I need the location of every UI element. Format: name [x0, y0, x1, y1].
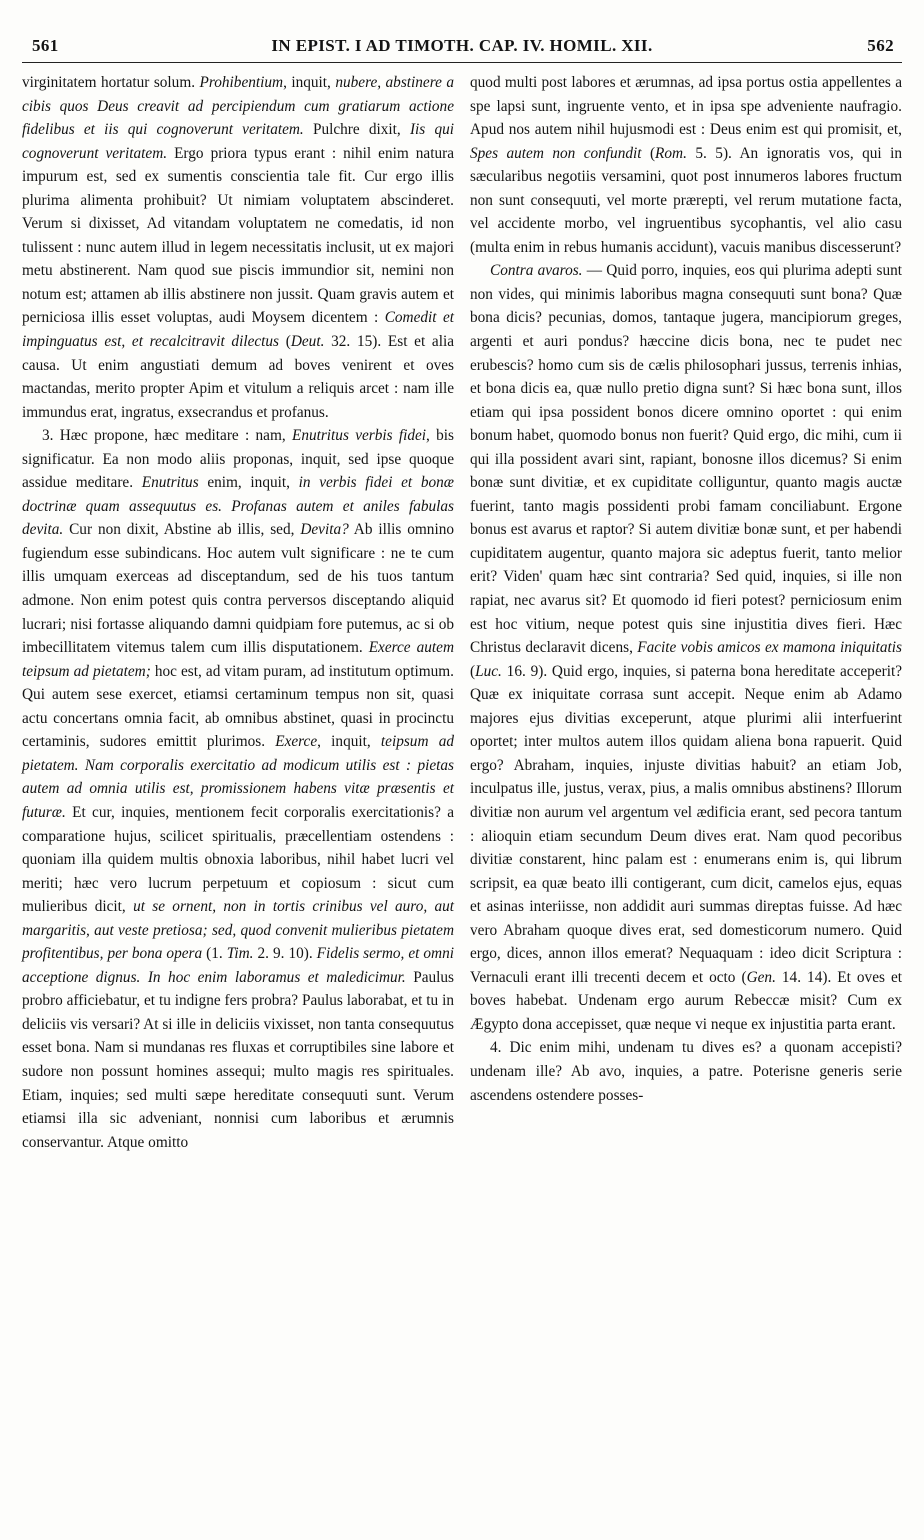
text-span: enim, inquit,	[198, 474, 299, 492]
left-column	[22, 71, 454, 1154]
italic-text: Enutritus	[141, 474, 199, 492]
italic-text: ut se ornent, non in tortis crinibus vel auro, aut margaritis, aut veste pretiosa; sed, quod convenit mulieribus pietatem profitentibus, per bona opera	[22, 898, 455, 963]
text-span: virginitatem hortatur solum.	[22, 74, 200, 91]
italic-text: Contra avaros.	[490, 262, 583, 280]
text-span: Ergo priora typus erant : nihil enim natura impurum est, sed ex sumentis conscientia tale fit. Cur ergo illis plurima alimenta prohibuit? Ut nimiam voluptatem abscinderet. Verum si dixisset, Ad vitandam voluptatem ne comedatis, id non tulissent : nunc autem illud in legem necessitatis inclusit, ut ex majori metu abstinerent. Nam quod sue piscis immundior sit, nemini non notum est; attamen ab illis abstinere non jussit. Quam gravis autem et perniciosa illis esset voluptas, audi Moysem dicentem :	[22, 144, 454, 327]
italic-text: nubere, abstinere a cibis quos Deus creavit ad percipiendum cum gratiarum actione fidelibus et iis qui cognoverunt veritatem.	[22, 74, 455, 139]
page-number-right: 562	[867, 36, 894, 55]
text-span: hoc est, ad vitam puram, ad institutum optimum. Qui autem sese exercet, etiamsi certaminum tempus non sit, quasi actu concertans omnia facit, ab omnibus abstinet, quasi in procinctu certaminis, sudores emittit plurimos.	[22, 662, 454, 751]
text-span: (	[470, 662, 476, 680]
text-span: , bis significatur. Ea non modo aliis proponas, inquit, sed ipse quoque assidue meditare.	[22, 427, 454, 492]
page-number-left: 561	[32, 36, 59, 55]
italic-text: Comedit et impinguatus est, et recalcitravit dilectus	[22, 309, 454, 351]
running-header	[22, 36, 902, 63]
text-span: 16. 9). Quid ergo, inquies, si paterna bona hereditate acceperit? Quæ ex iniquitate corrasa sunt accepit. Neque enim ab Adamo majores ejus divitias exceperunt, atque plurimi alii interfuerint oportet; inter multos autem illos quidam aliena bona rapuerit. Quid ergo? Abraham, inquies, injuste divitias habuit? an etiam Job, inculpatus ille, justus, verax, pius, a malis omnibus abstinens? Illorum divitiæ non aurum vel argentum vel ædificia erant, sed pecora tantum : alioquin etiam secundum Deum dives erat. Nam quod pecoribus divitiæ constarent, hinc palam est : enumerans enim is, qui librum scripsit, ea quæ beato illi contigerant, cum dicit, camelos ejus, equas et asinas interiisse, non addidit auri summas direptas fuisse. Ad hæc vero Abraham quoque dives erat, sed domesticorum numero. Quid ergo, dices, annon illos emerat? Nequaquam : ideo dicit Scriptura : Vernaculi erant illi trecenti decem et octo (	[470, 662, 902, 986]
text-span: — Quid porro, inquies, eos qui plurima adepti sunt non vides, qui minimis laboribus magna consequuti sunt bona? Quæ bona dicis? pecunias, domos, tantaque jugera, mancipiorum greges, argenti et auri pondus? hæccine dicis bona, nec te pudet nec erubescis? homo cum sis de cælis philosophari jussus, terrenis inhias, et bona dicis ea, quæ nullo pretio digna sunt? Si hæc bona sunt, illos etiam qui ipsa possident bonos dicere omnino oportet : qui enim bonum habet, quomodo bonus non fuerit? Quid ergo, dic mihi, cum ii qui illa possident avari sint, rapiant, bonosne illos dicemus? Si enim bonæ sunt divitiæ, et ex cupiditate colliguntur, quanto magis auctæ fuerint, tanto magis possidenti probi famam conciliabunt. Ergone bonus est avarus et raptor? Si autem divitiæ bonæ sunt, et per habendi cupiditatem augentur, quanto majora sic adeptus fuerit, tanto melior erit? Viden' quam hæc sint contraria? Sed quid, inquies, si ille non rapiat, nec avarus sit? Et quomodo id fieri potest? perniciosum enim est hoc vitium, neque potest quis sine injustitia dives fieri. Hæc Christus declaravit dicens,	[470, 262, 902, 657]
paragraph	[22, 424, 454, 1154]
italic-text: in verbis fidei et bonæ doctrinæ quam assequutus es. Profanas autem et aniles fabulas devita.	[22, 474, 454, 539]
italic-text: Spes autem non confundit	[470, 144, 642, 162]
paragraph	[470, 71, 902, 259]
italic-text: Enutritus verbis fidei	[291, 427, 427, 445]
text-columns	[22, 71, 902, 1154]
text-span: (	[279, 333, 291, 351]
italic-text: Deut.	[290, 333, 325, 351]
text-span: Et cur, inquies, mentionem fecit corporalis exercitationis? a comparatione hujus, scilicet spiritualis, præcellentiam ostendens : quoniam illa quidem multis obnoxia laboribus, nihil habet lucri vel meriti; hæc vero lucrum perpetuum et copiosum : sicut cum mulieribus dicit,	[22, 803, 454, 916]
text-span: Pulchre dixit,	[303, 121, 410, 139]
text-span: Paulus probro afficiebatur, et tu indigne fers probra? Paulus laborabat, et tu in deliciis vis versari? At si ille in deliciis vixisset, non tanta consequutus esset bona. Nam si mundanas res fluxas et corruptibiles sine labore et sudore non possunt homines assequi; multo magis res spirituales. Etiam, inquies; sed multi sæpe hereditate consequuti sunt. Verum etiamsi illa sic adveniant, nonnisi cum laboribus et ærumnis conservantur. Atque omitto	[22, 968, 455, 1151]
text-span: 2. 9. 10).	[253, 945, 317, 963]
text-span: 4. Dic enim mihi, undenam tu dives es? a quonam accepisti? undenam ille? Ab avo, inquies, a patre. Poterisne generis serie ascendens ostendere posses-	[470, 1039, 902, 1104]
text-span: 32. 15). Est et alia causa. Ut enim angustiati demum ad boves venirent et oves mactandas, merito propter Apim et vitulum a reliquis arcet : nam ille immundus erat, ingratus, exsecrandus et profanus.	[22, 333, 455, 421]
text-span: (	[641, 144, 656, 162]
paragraph	[470, 259, 902, 1036]
text-span: , inquit,	[283, 74, 336, 91]
right-column	[470, 71, 902, 1154]
italic-text: teipsum ad pietatem. Nam corporalis exercitatio ad modicum utilis est : pietas autem ad omnia utilis est, promissionem habens vitæ præsentis et futuræ.	[22, 733, 454, 821]
italic-text: Devita?	[300, 521, 349, 539]
text-span: 3. Hæc propone, hæc meditare : nam,	[42, 427, 292, 445]
italic-text: Rom.	[655, 144, 687, 162]
text-span: 5. 5). An ignoratis vos, qui in sæcularibus negotiis versamini, quot post innumeros labores fructum non sunt consequuti, vel morte prærepti, vel rerum mutatione facta, vel accidente morbo, vel ingruentibus sycophantis, vel alio casu (multa enim in rebus humanis accidunt), vacuis manibus discesserunt?	[470, 144, 902, 256]
italic-text: Fidelis sermo, et omni acceptione dignus. In hoc enim laboramus et maledicimur.	[22, 945, 455, 986]
text-span: Cur non dixit, Abstine ab illis, sed,	[63, 521, 301, 539]
text-span: quod multi post labores et ærumnas, ad ipsa portus ostia appellentes a spe lapsi sunt, ingruente vento, et in ipsa spe adveniente naufragio. Apud nos autem nihil hujusmodi est : Deus enim est qui promisit, et,	[470, 74, 902, 139]
italic-text: Exerce autem teipsum ad pietatem;	[22, 639, 454, 680]
italic-text: Gen.	[746, 968, 776, 986]
italic-text: Luc.	[475, 662, 502, 680]
running-head-title: IN EPIST. I AD TIMOTH. CAP. IV. HOMIL. XII.	[271, 36, 653, 55]
italic-text: Iis qui cognoverunt veritatem.	[22, 121, 454, 162]
text-span: , inquit,	[317, 733, 381, 751]
text-span: Ab illis omnino fugiendum esse subindicans. Hoc autem vult significare : ne te cum illis umquam exerceas ad disceptandum, sed de his tuos tantum admone. Non enim potest quis contra perversos disceptando aliquid lucrari; nisi fortasse aliquando damni quidpiam fore putemus, ac si ob imbecillitatem vitemus talem cum illis disputationem.	[22, 521, 454, 657]
text-span: (1.	[202, 945, 227, 963]
italic-text: Exerce	[275, 733, 318, 751]
paragraph	[470, 1036, 902, 1107]
paragraph	[22, 71, 454, 424]
italic-text: Tim.	[226, 945, 254, 963]
italic-text: Facite vobis amicos ex mamona iniquitatis	[637, 639, 902, 657]
italic-text: Prohibentium	[199, 74, 284, 91]
text-span: 14. 14). Et oves et boves habebat. Undenam ergo aurum Rebeccæ misit? Cum ex Ægypto dona accepisset, quæ neque vi neque ex injustitia parta erant.	[470, 968, 902, 1033]
